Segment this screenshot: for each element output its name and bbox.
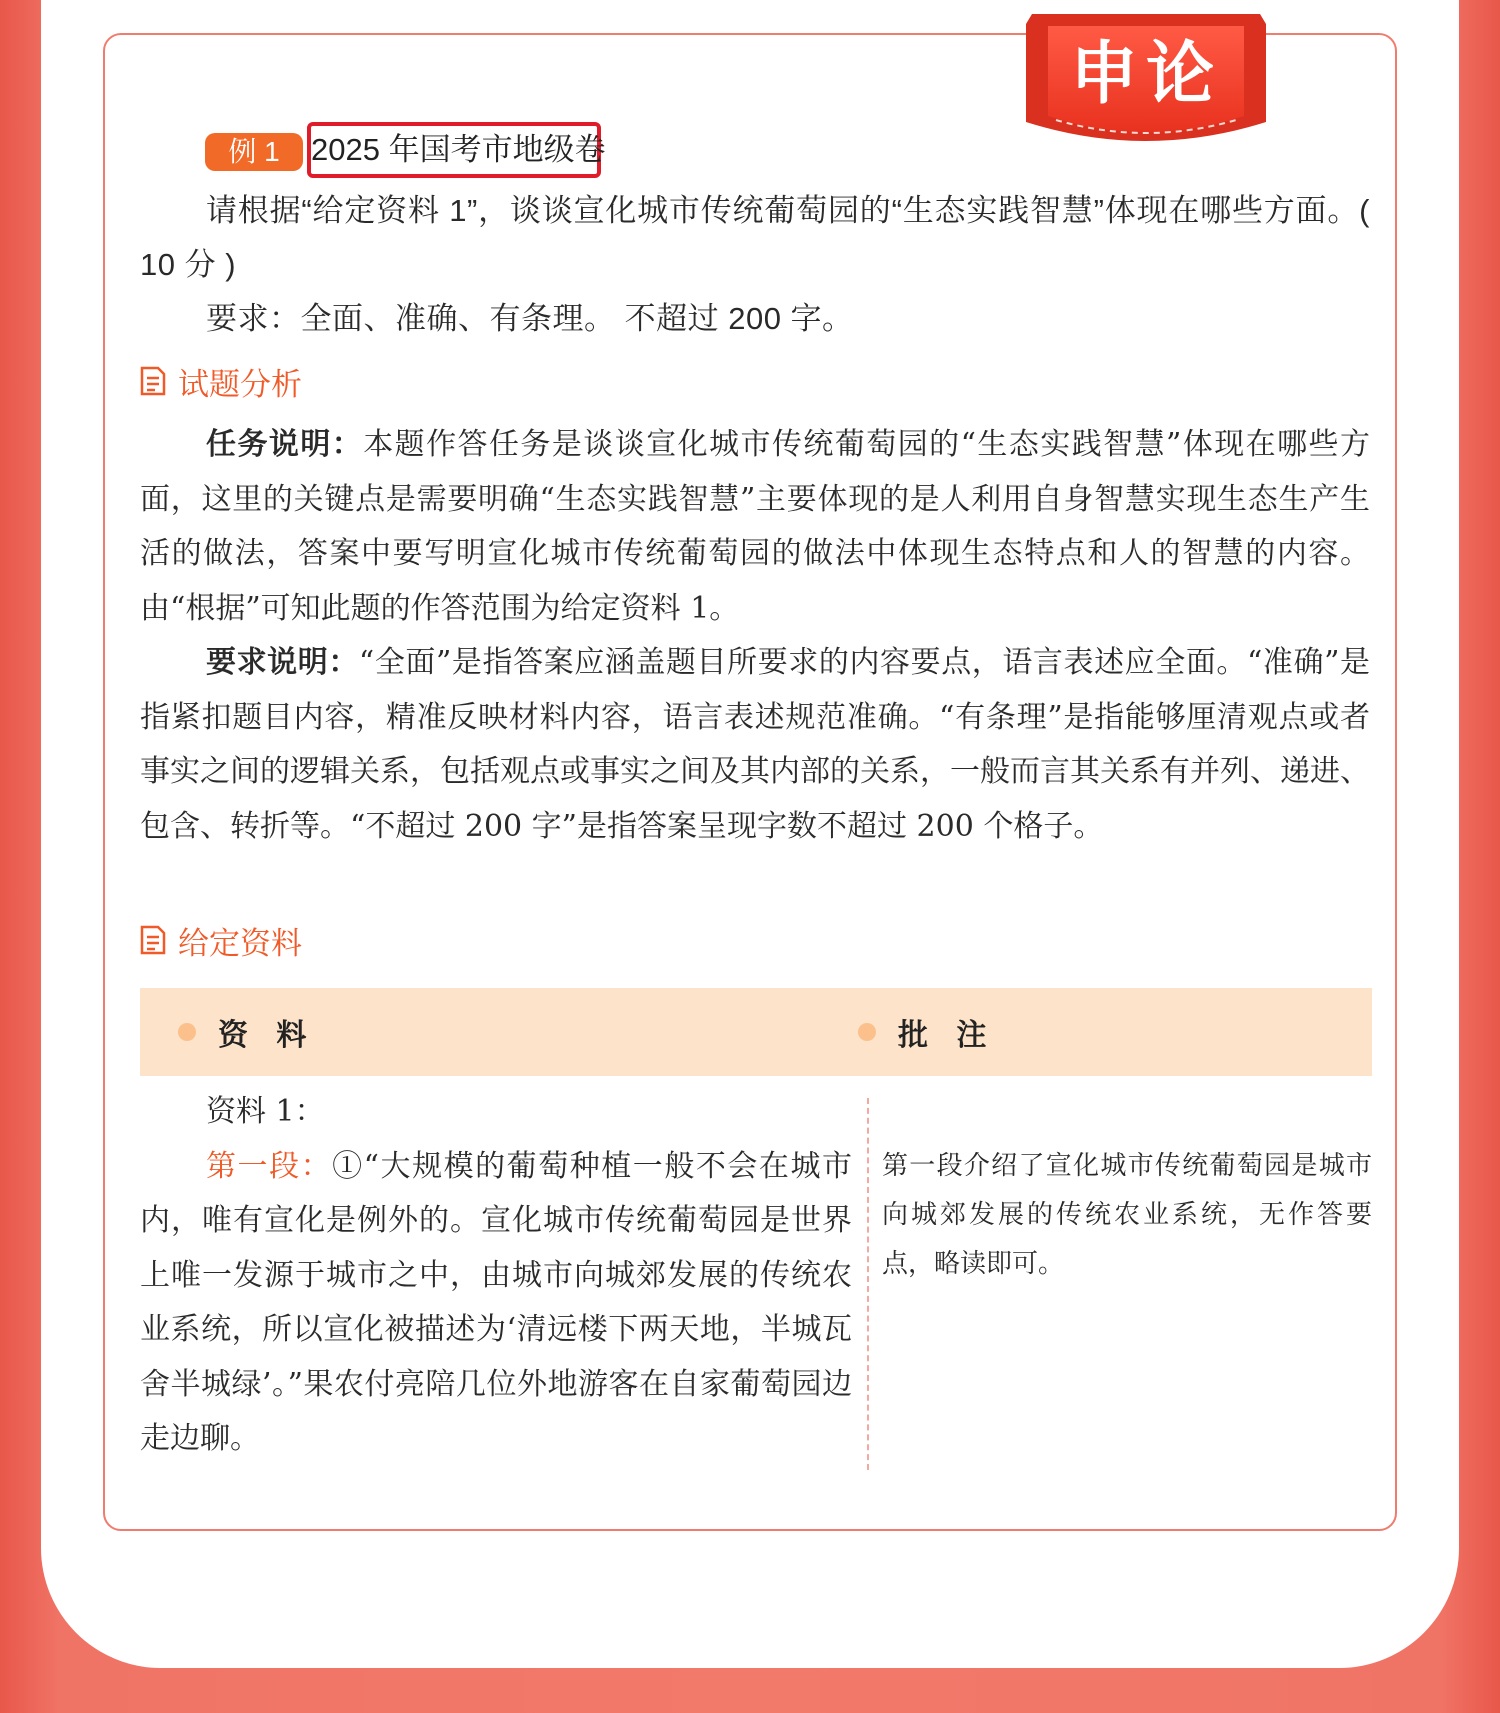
requirement-text: “全面”是指答案应涵盖题目所要求的内容要点，语言表述应全面。“准确”是指紧扣题目内容，精准反映材料内容，语言表述规范准确。“有条理”是指能够厘清观点或者事实之间的逻辑关系，包括观点或事实之间及其内部的关系，一般而言其关系有并列、递进、包含、转折等。“不超过 200 字”是指答案呈现字数不超过 200 个格子。 (140, 645, 1370, 844)
materials-heading-label: 给定资料 (178, 925, 302, 961)
task-label: 任务说明： (206, 427, 364, 462)
subject-label: 申论 (1069, 35, 1222, 114)
paragraph-text: ①“大规模的葡萄种植一般不会在城市内，唯有宣化是例外的。宣化城市传统葡萄园是世界上唯一发源于城市之中，由城市向城郊发展的传统农业系统，所以宣化被描述为‘清远楼下两天地，半城瓦舍半城绿’。”果农付亮陪几位外地游客在自家葡萄园边走边聊。 (140, 1148, 853, 1456)
paragraph-label: 第一段： (206, 1148, 333, 1184)
analysis-heading (140, 361, 302, 401)
material-paragraph (140, 1140, 852, 1467)
example-tag: 例 1 (205, 133, 303, 171)
column-divider (867, 1098, 869, 1470)
analysis-heading-label: 试题分析 (178, 366, 302, 402)
material-text (140, 1085, 852, 1467)
table-header (140, 988, 1372, 1076)
dot-icon (178, 1023, 196, 1041)
dot-icon (858, 1023, 876, 1041)
question-prompt: 请根据“给定资料 1”，谈谈宣化城市传统葡萄园的“生态实践智慧”体现在哪些方面。( 10 分 ) (140, 193, 1370, 282)
column-annotation-label: 批 注 (898, 1019, 997, 1052)
column-annotation (858, 1010, 996, 1054)
column-material-label: 资 料 (218, 1019, 317, 1052)
requirement-paragraph (140, 636, 1370, 854)
column-material (178, 1010, 858, 1054)
material-title: 资料 1： (206, 1094, 325, 1129)
task-paragraph (140, 418, 1370, 636)
question-requirement: 要求：全面、准确、有条理。 不超过 200 字。 (206, 301, 854, 336)
document-icon (140, 925, 166, 955)
annotation-text: 第一段介绍了宣化城市传统葡萄园是城市向城郊发展的传统农业系统，无作答要点，略读即可。 (882, 1150, 1372, 1278)
exam-source: 2025 年国考市地级卷 (307, 122, 601, 178)
requirement-label: 要求说明： (206, 645, 359, 680)
materials-heading (140, 920, 302, 960)
task-text: 本题作答任务是谈谈宣化城市传统葡萄园的“生态实践智慧”体现在哪些方面，这里的关键点是需要明确“生态实践智慧”主要体现的是人利用自身智慧实现生态生产生活的做法，答案中要写明宣化城市传统葡萄园的做法中体现生态特点和人的智慧的内容。由“根据”可知此题的作答范围为给定资料 1。 (140, 427, 1370, 626)
analysis-body (140, 418, 1370, 854)
document-icon (140, 366, 166, 396)
